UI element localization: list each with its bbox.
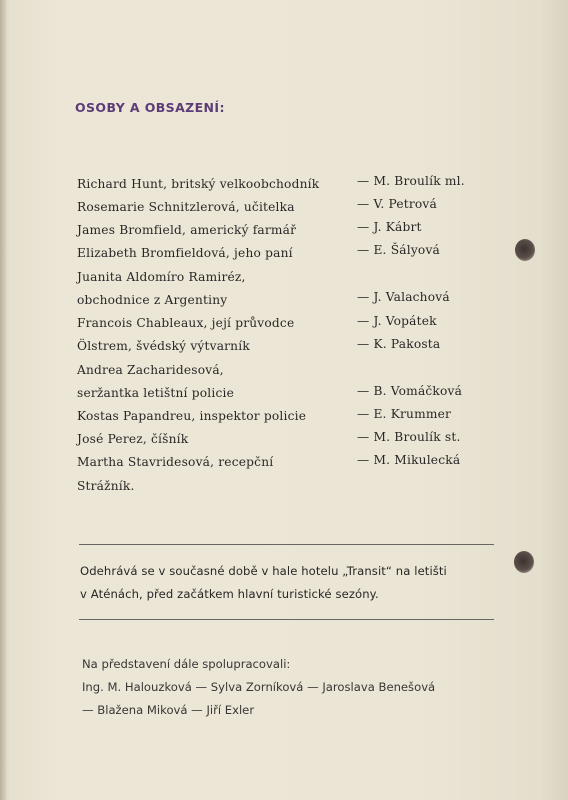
cast-actor: — V. Petrová: [357, 197, 437, 211]
punch-hole: [514, 551, 534, 573]
cast-role: José Perez, číšník: [77, 432, 189, 446]
cast-role: Andrea Zacharidesová,: [77, 363, 224, 377]
cast-role: Richard Hunt, britský velkoobchodník: [77, 177, 320, 191]
cast-role: Ölstrem, švédský výtvarník: [77, 339, 250, 353]
cast-role: Elizabeth Bromfieldová, jeho paní: [77, 246, 293, 260]
cast-role: James Bromfield, americký farmář: [77, 223, 297, 237]
setting-text-line: Odehrává se v současné době v hale hotelu „Transit“ na letišti: [80, 564, 447, 578]
credits-line: Ing. M. Halouzková — Sylva Zorníková — Jaroslava Benešová: [82, 680, 436, 694]
cast-actor: — J. Valachová: [357, 290, 450, 304]
cast-actor: — M. Mikulecká: [357, 453, 461, 467]
cast-actor: — E. Krummer: [357, 407, 452, 421]
cast-actor: — B. Vomáčková: [357, 384, 463, 398]
credits-heading: Na představení dále spolupracovali:: [82, 657, 291, 671]
cast-actor: — M. Broulík st.: [357, 430, 461, 444]
cast-role: Kostas Papandreu, inspektor policie: [77, 409, 307, 423]
page-spine-shadow: [0, 0, 6, 800]
cast-heading: OSOBY A OBSAZENÍ:: [75, 100, 225, 115]
setting-text-line: v Aténách, před začátkem hlavní turistické sezóny.: [80, 587, 379, 601]
cast-role: obchodnice z Argentiny: [77, 293, 228, 307]
cast-role: Strážník.: [77, 479, 135, 493]
cast-role: Francois Chableaux, její průvodce: [77, 316, 295, 330]
cast-actor: — J. Kábrt: [357, 220, 422, 234]
cast-actor: — M. Broulík ml.: [357, 174, 465, 188]
divider-line: [79, 544, 494, 545]
credits-line: — Blažena Miková — Jiří Exler: [82, 703, 255, 717]
cast-actor: — K. Pakosta: [357, 337, 441, 351]
cast-role: Rosemarie Schnitzlerová, učitelka: [77, 200, 295, 214]
punch-hole: [515, 239, 535, 261]
cast-actor: — J. Vopátek: [357, 314, 437, 328]
cast-role: seržantka letištní policie: [77, 386, 235, 400]
cast-role: Juanita Aldomíro Ramiréz,: [77, 270, 246, 284]
divider-line: [79, 619, 494, 620]
cast-actor: — E. Šályová: [357, 243, 440, 257]
cast-role: Martha Stavridesová, recepční: [77, 455, 274, 469]
